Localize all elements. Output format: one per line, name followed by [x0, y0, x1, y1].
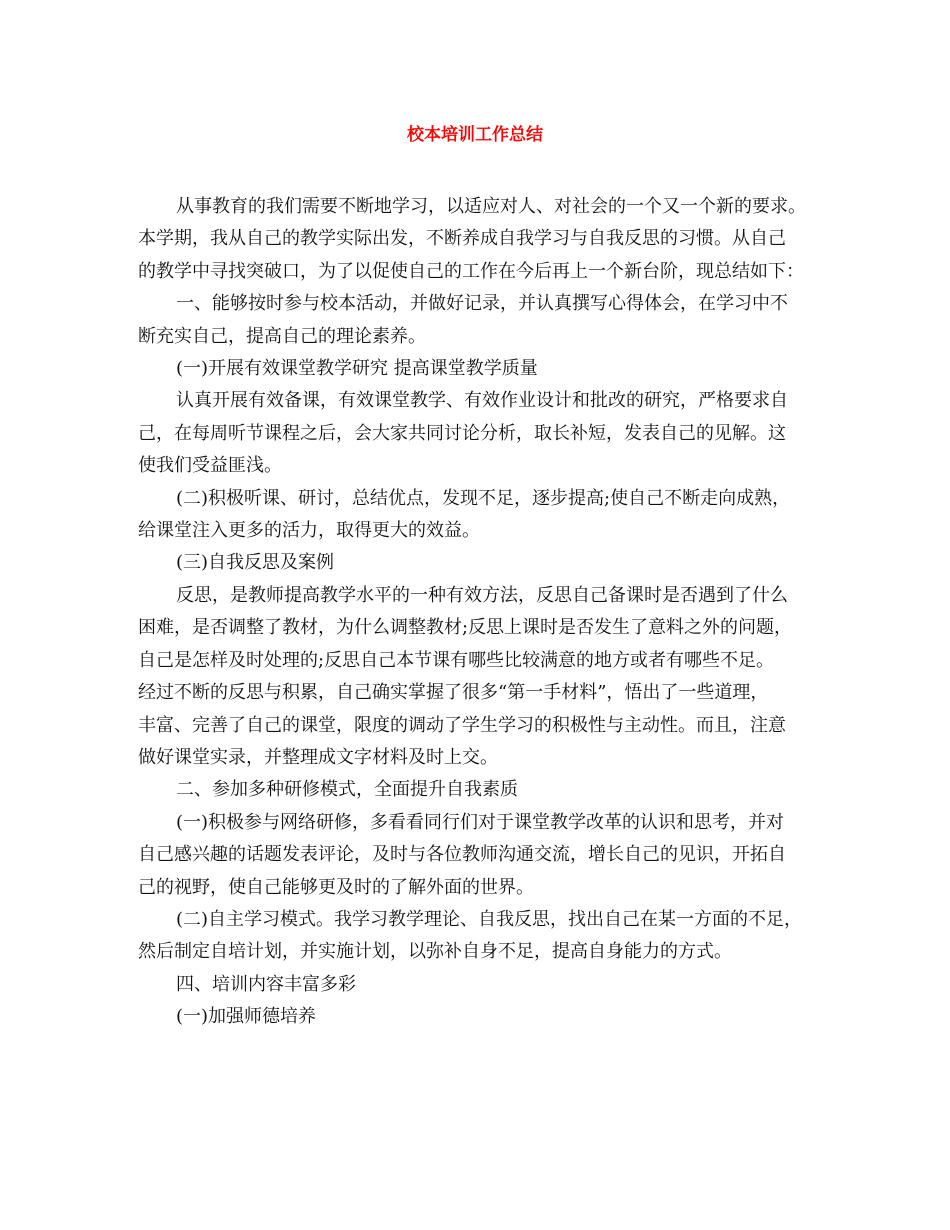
subsection-heading: (一)加强师德培养	[176, 1006, 317, 1028]
body-line: 做好课堂实录，并整理成文字材料及时上交。	[138, 746, 498, 768]
body-line: 反思，是教师提高教学水平的一种有效方法，反思自己备课时是否遇到了什么	[176, 584, 788, 606]
subsection-heading: (一)开展有效课堂教学研究 提高课堂教学质量	[176, 358, 538, 380]
section-heading: 二、参加多种研修模式，全面提升自我素质	[176, 779, 518, 801]
body-line: 断充实自己，提高自己的理论素养。	[138, 325, 426, 347]
subsection-heading: (一)积极参与网络研修，多看看同行们对于课堂教学改革的认识和思考，并对	[176, 811, 785, 833]
body-line: 己，在每周听节课程之后，会大家共同讨论分析，取长补短，发表自己的见解。这	[138, 422, 786, 444]
section-heading: 一、能够按时参与校本活动，并做好记录，并认真撰写心得体会，在学习中不	[176, 293, 788, 315]
body-line: 从事教育的我们需要不断地学习，以适应对人、对社会的一个又一个新的要求。	[176, 196, 806, 217]
body-line: 的教学中寻找突破口，为了以促使自己的工作在今后再上一个新台阶，现总结如下：	[138, 260, 804, 282]
body-line: 困难，是否调整了教材，为什么调整教材;反思上课时是否发生了意料之外的问题，	[138, 617, 793, 639]
body-line: 本学期，我从自己的教学实际出发，不断养成自我学习与自我反思的习惯。从自己	[138, 228, 786, 250]
body-line: 自己是怎样及时处理的;反思自己本节课有哪些比较满意的地方或者有哪些不足。	[138, 649, 775, 671]
body-line: 然后制定自培计划，并实施计划，以弥补自身不足，提高自身能力的方式。	[138, 941, 732, 963]
subsection-heading: (二)自主学习模式。我学习教学理论、自我反思，找出自己在某一方面的不足，	[176, 908, 803, 930]
body-line: 使我们受益匪浅。	[138, 455, 282, 477]
body-line: 认真开展有效备课，有效课堂教学、有效作业设计和批改的研究，严格要求自	[176, 390, 788, 412]
subsection-heading: (三)自我反思及案例	[176, 552, 335, 574]
subsection-heading: (二)积极听课、研讨，总结优点，发现不足，逐步提高;使自己不断走向成熟，	[176, 487, 791, 509]
body-line: 经过不断的反思与积累，自己确实掌握了很多“第一手材料”，悟出了一些道理，	[138, 682, 769, 704]
document-title: 校本培训工作总结	[407, 125, 543, 145]
body-line: 己的视野，使自己能够更及时的了解外面的世界。	[138, 876, 534, 898]
body-line: 给课堂注入更多的活力，取得更大的效益。	[138, 520, 480, 542]
section-heading: 四、培训内容丰富多彩	[176, 973, 356, 995]
body-line: 自己感兴趣的话题发表评论，及时与各位教师沟通交流，增长自己的见识，开拓自	[138, 844, 786, 866]
body-line: 丰富、完善了自己的课堂，限度的调动了学生学习的积极性与主动性。而且，注意	[138, 714, 786, 736]
document-body	[138, 191, 828, 1034]
